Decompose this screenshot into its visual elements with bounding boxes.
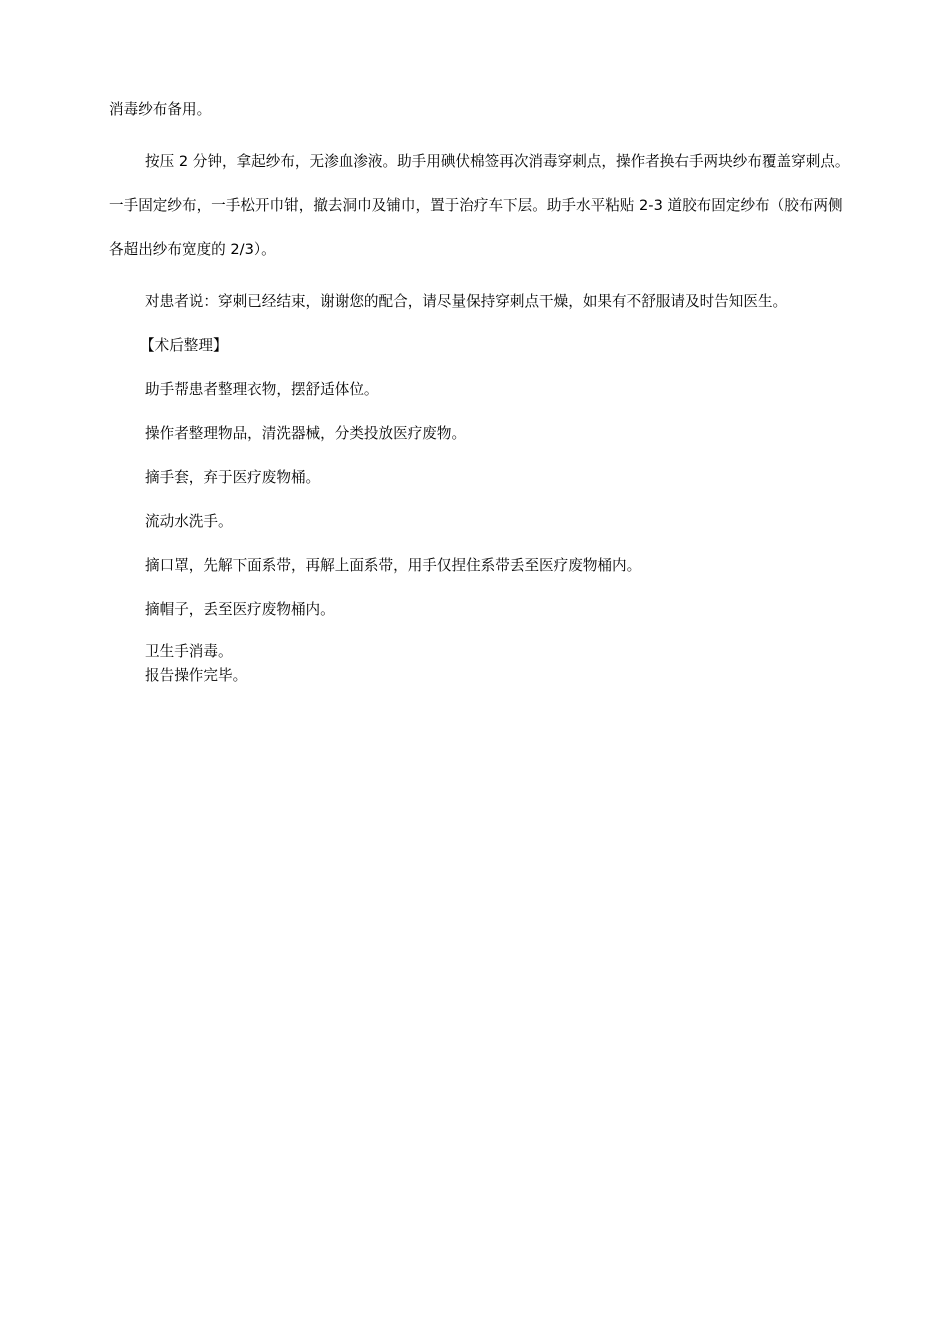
patient-paragraph: 对患者说：穿刺已经结束，谢谢您的配合，请尽量保持穿刺点干燥，如果有不舒服请及时告知医生。: [145, 293, 788, 310]
step-item: 流动水洗手。: [145, 513, 233, 530]
press-paragraph: 按压 2 分钟，拿起纱布，无渗血渗液。助手用碘伏棉签再次消毒穿刺点，操作者换右手两块纱布覆盖穿刺点。一手固定纱布，一手松开巾钳，撤去洞巾及铺巾，置于治疗车下层。助手水平粘贴 2-3 道胶布固定纱布（胶布两侧各超出纱布宽度的 2/3）。: [109, 153, 850, 258]
continuation-paragraph: 消毒纱布备用。: [109, 101, 212, 118]
step-item: 操作者整理物品，清洗器械，分类投放医疗废物。: [145, 425, 467, 442]
step-item: 摘帽子，丢至医疗废物桶内。: [145, 601, 335, 618]
section-heading: 【术后整理】: [140, 337, 228, 354]
step-item: 摘口罩，先解下面系带，再解上面系带，用手仅捏住系带丢至医疗废物桶内。: [145, 557, 642, 574]
step-item: 报告操作完毕。: [145, 667, 248, 684]
step-item: 摘手套，弃于医疗废物桶。: [145, 469, 321, 486]
document-body: [109, 96, 855, 688]
step-item: 助手帮患者整理衣物，摆舒适体位。: [145, 381, 379, 398]
step-item: 卫生手消毒。: [145, 643, 233, 660]
